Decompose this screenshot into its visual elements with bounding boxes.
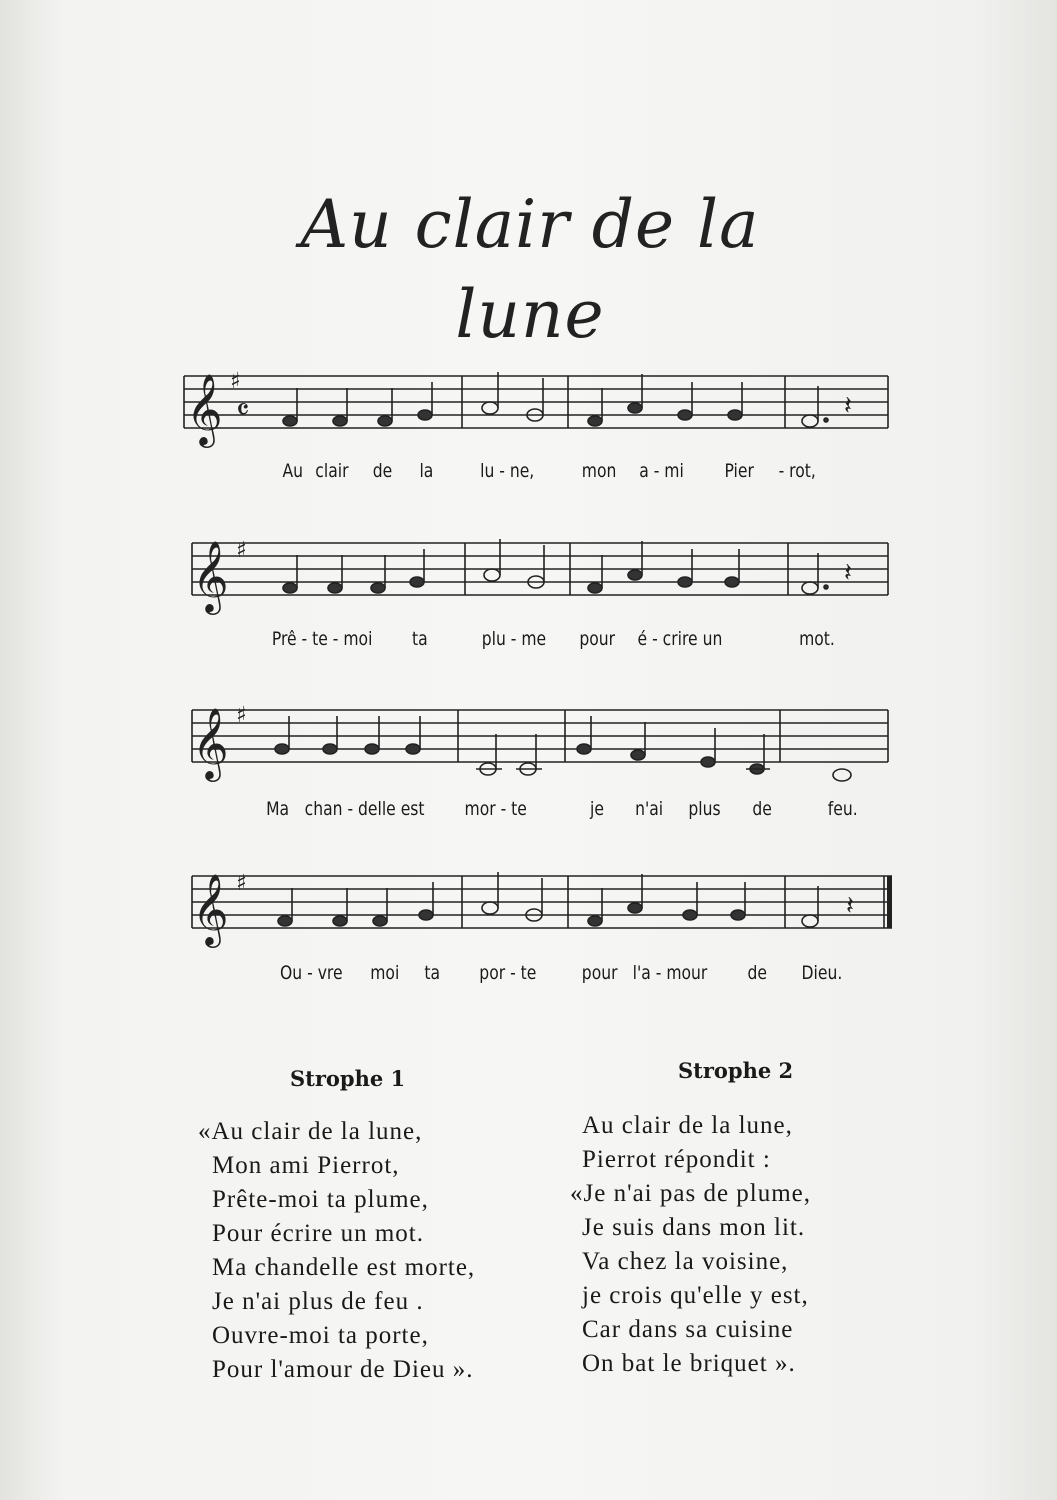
syllable: mon: [581, 460, 617, 482]
final-barline: [887, 876, 892, 928]
lyrics-line-4: [180, 962, 843, 990]
verse-line: Pour l'amour de Dieu ».: [212, 1356, 474, 1383]
verse-line: Mon ami Pierrot,: [212, 1152, 400, 1179]
song-title: Au clair de la lune: [300, 186, 760, 353]
syllable: - rot,: [778, 460, 816, 482]
syllable: feu.: [827, 798, 858, 820]
syllable: por - te: [479, 962, 537, 984]
verse-line: Ma chandelle est morte,: [212, 1254, 476, 1281]
music-system-1: [180, 360, 900, 482]
music-system-4: [180, 858, 900, 984]
syllable: Pier: [724, 460, 754, 482]
sharp-icon: ♯: [230, 369, 241, 394]
syllable: mot.: [799, 628, 835, 650]
syllable: Dieu.: [801, 962, 843, 984]
syllable: é - crire un: [637, 628, 723, 650]
verse-line: On bat le briquet ».: [582, 1350, 796, 1377]
verse-line: je crois qu'elle y est,: [582, 1282, 809, 1309]
treble-clef-icon: 𝄞: [192, 706, 229, 779]
syllable: lu - ne,: [480, 460, 535, 482]
syllable: n'ai: [635, 798, 664, 820]
verse-line: Car dans sa cuisine: [582, 1316, 794, 1343]
syllable: pour: [579, 628, 616, 650]
syllable: je: [590, 798, 604, 820]
common-time-icon: 𝄴: [236, 393, 250, 428]
verse-line: «Je n'ai pas de plume,: [570, 1180, 812, 1207]
verse-line: Va chez la voisine,: [582, 1248, 789, 1275]
syllable: Prê - te - moi: [271, 628, 373, 650]
staff-3: [180, 690, 900, 790]
syllable: de: [747, 962, 767, 984]
sharp-icon: ♯: [236, 871, 247, 896]
verse-line: Je n'ai plus de feu .: [212, 1288, 424, 1315]
syllable: l'a - mour: [632, 962, 708, 984]
quarter-rest-icon: 𝄽: [844, 558, 852, 588]
verse-line: Pour écrire un mot.: [212, 1220, 425, 1247]
strophe-2-text: [570, 1109, 811, 1381]
syllable: plu - me: [481, 628, 547, 650]
syllable: moi: [370, 962, 400, 984]
staff-4: [180, 858, 900, 948]
syllable: ta: [412, 628, 428, 650]
treble-clef-icon: 𝄞: [186, 372, 223, 445]
syllable: clair: [315, 460, 349, 482]
syllable: pour: [581, 962, 618, 984]
verse-line: Je suis dans mon lit.: [582, 1214, 806, 1241]
lyrics-line-2: [180, 628, 835, 656]
syllable: Ma: [266, 798, 290, 820]
quarter-rest-icon: 𝄽: [846, 891, 854, 921]
staff-1: [180, 360, 900, 450]
staff-2: [180, 525, 900, 615]
syllable: de: [372, 460, 393, 482]
strophe-2-heading: Strophe 2: [678, 1058, 794, 1083]
syllable: la: [419, 460, 434, 482]
lyrics-line-3: [180, 798, 858, 826]
strophe-1-text: [198, 1115, 475, 1387]
sharp-icon: ♯: [236, 703, 247, 728]
syllable: a - mi: [639, 460, 684, 482]
music-system-2: [180, 525, 900, 650]
verse-line: Pierrot répondit :: [582, 1146, 771, 1173]
syllable: mor - te: [464, 798, 527, 820]
sharp-icon: ♯: [236, 538, 247, 563]
syllable: plus: [688, 798, 721, 820]
verse-line: «Au clair de la lune,: [198, 1118, 423, 1145]
syllable: ta: [424, 962, 441, 984]
verse-line: Prête-moi ta plume,: [212, 1186, 429, 1213]
quarter-rest-icon: 𝄽: [844, 391, 852, 421]
treble-clef-icon: 𝄞: [192, 539, 229, 612]
verse-line: Au clair de la lune,: [582, 1112, 793, 1139]
strophe-1-heading: Strophe 1: [290, 1066, 406, 1091]
music-system-3: [180, 690, 900, 820]
syllable: Ou - vre: [280, 962, 343, 984]
syllable: de: [752, 798, 772, 820]
syllable: Au: [282, 460, 304, 482]
verse-line: Ouvre-moi ta porte,: [212, 1322, 429, 1349]
treble-clef-icon: 𝄞: [192, 872, 229, 945]
syllable: chan - delle est: [304, 798, 425, 820]
lyrics-line-1: [180, 460, 816, 488]
